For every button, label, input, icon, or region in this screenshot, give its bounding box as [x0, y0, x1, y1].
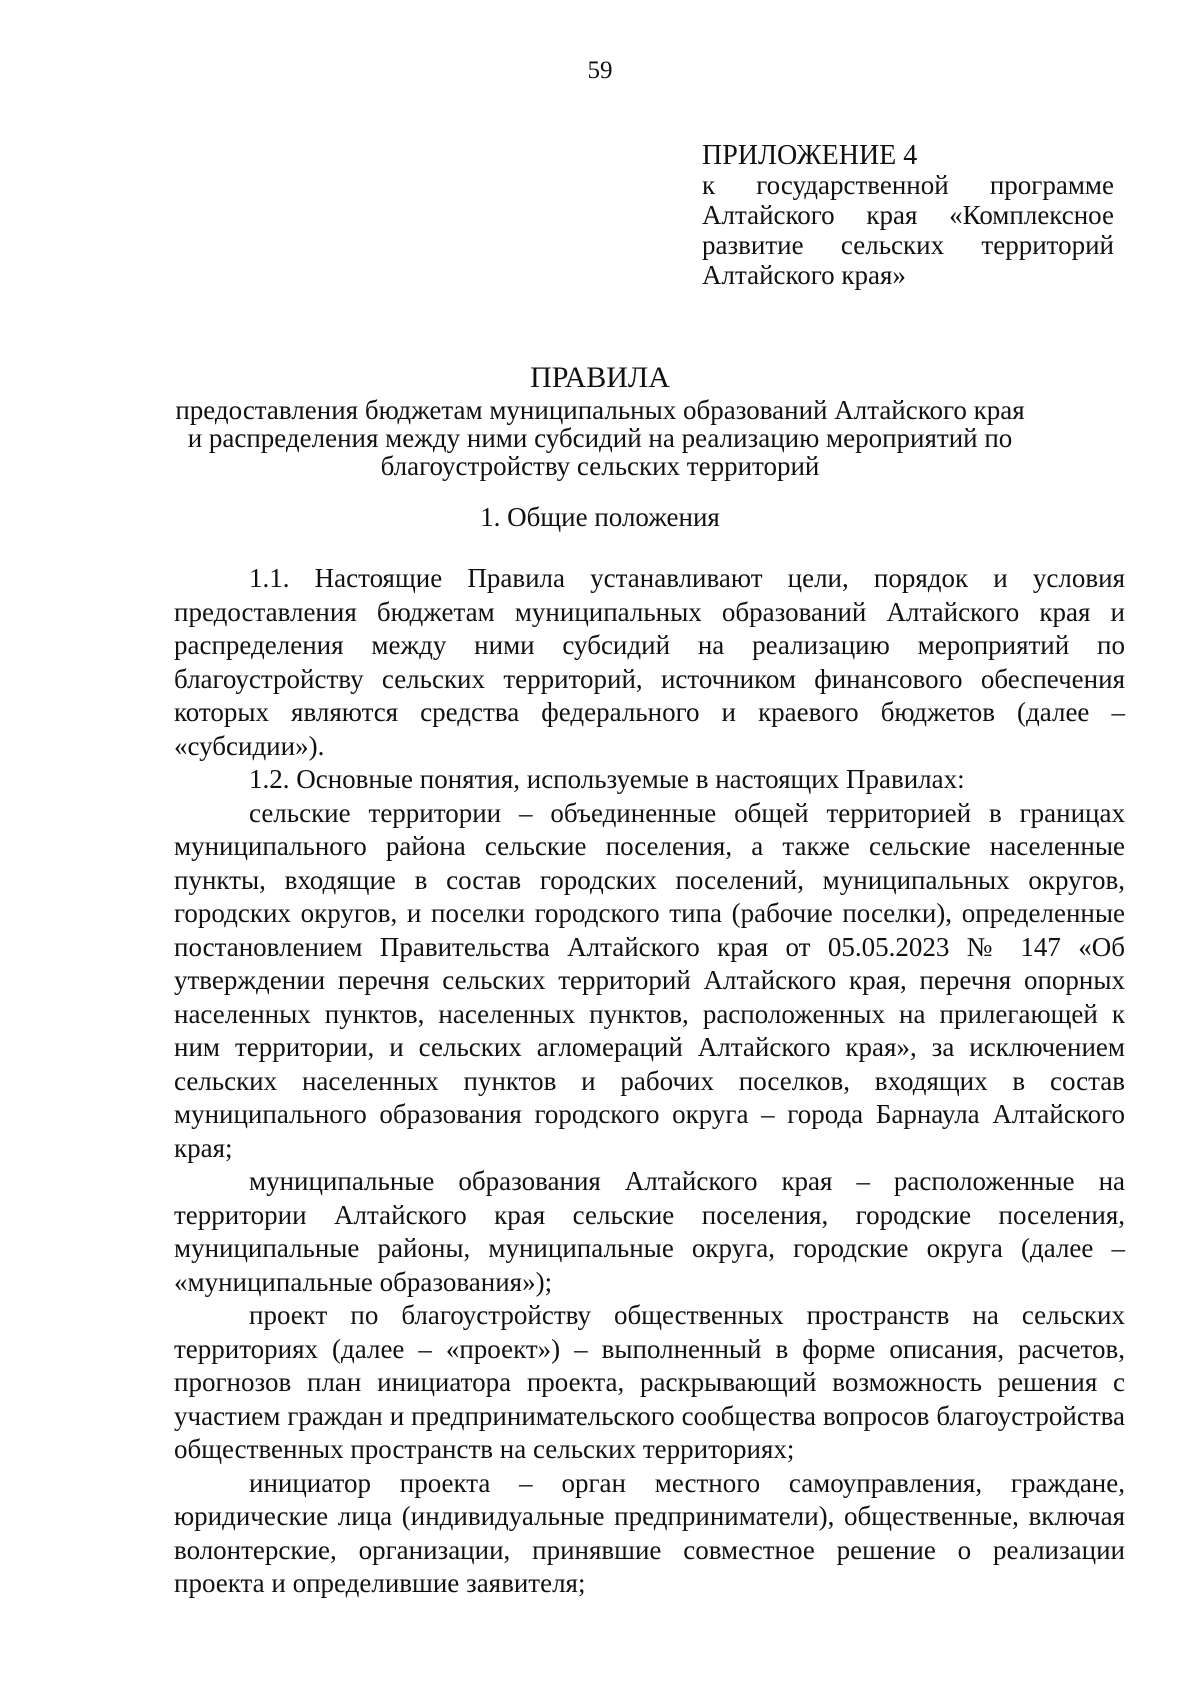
paragraph: проект по благоустройству общественных пространств на сельских территориях (далее – «проект») – выполненный в форме описания, расчетов, прогнозов план инициатора проекта, раскрывающий возможность решения с участием граждан и предпринимательского сообщества вопросов благоустройства общественных пространств на сельских территориях; [174, 1300, 1125, 1464]
document-title-block [150, 362, 1050, 480]
paragraph: муниципальные образования Алтайского края – расположенные на территории Алтайского края сельские поселения, городские поселения, муниципальные районы, муниципальные округа, городские округа (далее – «муниципальные образования»); [174, 1166, 1125, 1297]
appendix-line: Алтайского края» [702, 260, 906, 290]
paragraph: 1.2. Основные понятия, используемые в настоящих Правилах: [249, 764, 965, 794]
section-heading: 1. Общие положения [480, 502, 720, 532]
document-title: ПРАВИЛА [530, 361, 670, 394]
subtitle-line: и распределения между ними субсидий на реализацию мероприятий по [187, 423, 1013, 453]
appendix-line: развитие сельских территорий [702, 230, 1114, 260]
document-subtitle [150, 396, 1050, 480]
paragraph: инициатор проекта – орган местного самоуправления, граждане, юридические лица (индивидуальные предприниматели), общественные, включая волонтерские, организации, принявшие совместное решение о реализации проекта и определившие заявителя; [174, 1467, 1125, 1598]
appendix-title: ПРИЛОЖЕНИЕ 4 [702, 140, 918, 171]
appendix-line: Алтайского края «Комплексное [702, 200, 1114, 230]
subtitle-line: благоустройству сельских территорий [380, 451, 820, 481]
appendix-line: к государственной программе [702, 170, 1114, 200]
paragraph: 1.1. Настоящие Правила устанавливают цели, порядок и условия предоставления бюджетам муниципальных образований Алтайского края и распределения между ними субсидий на реализацию мероприятий по благоустройству сельских территорий, источником финансового обеспечения которых являются средства федерального и краевого бюджетов (далее – «субсидии»). [174, 563, 1125, 761]
paragraph: сельские территории – объединенные общей территорией в границах муниципального района сельские поселения, а также сельские населенные пункты, входящие в состав городских поселений, муниципальных округов, городских округов, и поселки городского типа (рабочие поселки), определенные постановлением Правительства Алтайского края от 05.05.2023 № 147 «Об утверждении перечня сельских территорий Алтайского края, перечня опорных населенных пунктов, населенных пунктов, расположенных на прилегающей к ним территории, и сельских агломераций Алтайского края», за исключением сельских населенных пунктов и рабочих поселков, входящих в состав муниципального образования городского округа – города Барнаула Алтайского края; [174, 797, 1125, 1163]
subtitle-line: предоставления бюджетам муниципальных образований Алтайского края [175, 395, 1025, 425]
appendix-block [702, 140, 1114, 290]
page-number: 59 [587, 57, 613, 84]
body-text [174, 562, 1125, 1601]
